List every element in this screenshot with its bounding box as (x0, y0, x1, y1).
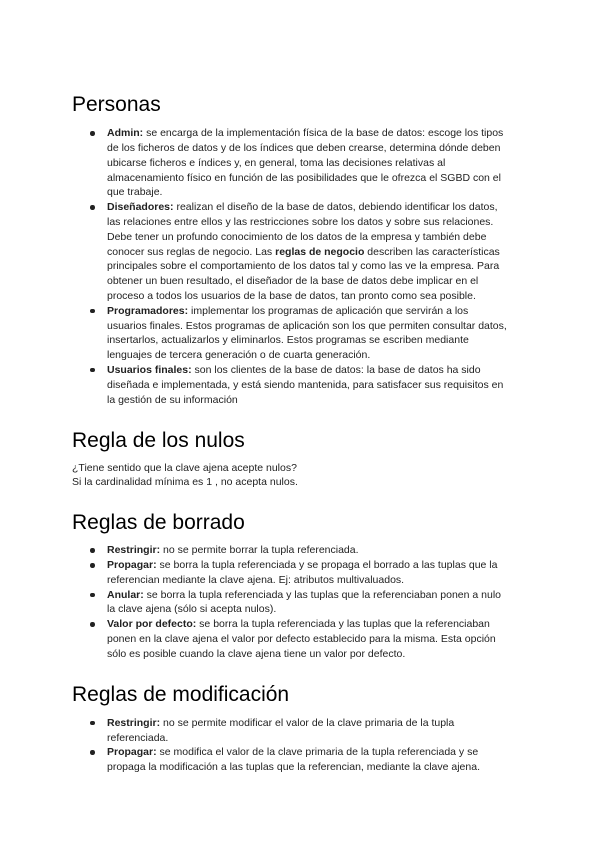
item-text: son los clientes de la base de datos: la base de datos ha sido diseñada e implementada, y está siendo mantenida, para satisfacer sus requisitos en la gestión de su información (107, 363, 504, 406)
item-text: no se permite modificar el valor de la clave primaria de la tupla referenciada. (107, 716, 455, 744)
item-term: Propagar: (107, 746, 157, 759)
heading-modificacion: Reglas de modificación (72, 682, 290, 706)
item-text: implementar los programas de aplicación que servirán a los usuarios finales. Estos programas de aplicación son los que permiten consultar datos, insertarlos, actualizarlos y eliminarlos. Estos programas se escriben mediante lenguajes de tercera generación o de cuarta generación. (107, 304, 507, 362)
item-term: Programadores: (107, 304, 189, 317)
item-text: no se permite borrar la tupla referenciada. (160, 544, 359, 557)
item-term-inline: reglas de negocio (275, 245, 365, 258)
list-item (107, 126, 508, 200)
item-text: se borra la tupla referenciada y las tuplas que la referenciaban ponen en la clave ajena el valor por defecto establecido para la misma. Esta opción sólo es posible cuando la clave ajena tiene un valor por defecto. (107, 618, 496, 660)
item-term: Usuarios finales: (107, 363, 192, 376)
item-term: Restringir: (107, 716, 161, 729)
item-text: se borra la tupla referenciada y las tuplas que la referenciaban ponen a nulo la clave ajena (sólo si acepta nulos). (107, 588, 501, 616)
list-modificacion (72, 716, 508, 775)
list-personas (72, 126, 508, 407)
list-item (107, 716, 508, 746)
heading-nulos: Regla de los nulos (72, 429, 245, 453)
list-item (107, 588, 508, 618)
item-term: Anular: (107, 588, 144, 601)
heading-borrado: Reglas de borrado (72, 511, 245, 535)
item-text: se modifica el valor de la clave primaria de la tupla referenciada y se propaga la modificación a las tuplas que la referencian, mediante la clave ajena. (107, 746, 480, 774)
paragraph-line: ¿Tiene sentido que la clave ajena acepte nulos? (72, 461, 297, 474)
item-text: realizan el diseño de la base de datos, debiendo identificar los datos, las relaciones entre ellos y las restricciones sobre los datos y sobre sus relaciones. Debe tener un profundo conocimiento de los datos de la empresa y también debe conocer sus reglas de negocio. Las (107, 201, 498, 258)
item-text: se borra la tupla referenciada y se propaga el borrado a las tuplas que la referencian mediante la clave ajena. Ej: atributos multivaluados. (107, 559, 498, 586)
item-term: Diseñadores: (107, 201, 174, 214)
list-item (107, 304, 508, 363)
item-text: describen las características principales sobre el comportamiento de los datos tal y como las ve la empresa. Para obtener un buen resultado, el diseñador de la base de datos debe implicar en el proceso a todos los usuarios de la base de datos, tan pronto como sea posible. (107, 245, 500, 302)
list-borrado (72, 543, 508, 661)
item-text: se encarga de la implementación física de la base de datos: escoge los tipos de los ficheros de datos y de los índices que deben crearse, determina dónde deben ubicarse ficheros e índices y, en general, toma las decisiones relativas al almacenamiento físico en función de las posibilidades que le ofrezca el SGBD con el que trabaje. (107, 127, 504, 199)
item-term: Propagar: (107, 559, 157, 572)
list-item (107, 543, 508, 558)
item-term: Admin: (107, 127, 144, 140)
item-term: Restringir: (107, 544, 161, 557)
list-item (107, 200, 508, 304)
paragraph-line: Si la cardinalidad mínima es 1 , no acepta nulos. (72, 476, 298, 489)
heading-personas: Personas (72, 93, 161, 116)
list-item (107, 363, 508, 407)
list-item (107, 558, 508, 588)
item-term: Valor por defecto: (107, 618, 197, 631)
list-item (107, 745, 508, 775)
list-item (107, 617, 508, 661)
